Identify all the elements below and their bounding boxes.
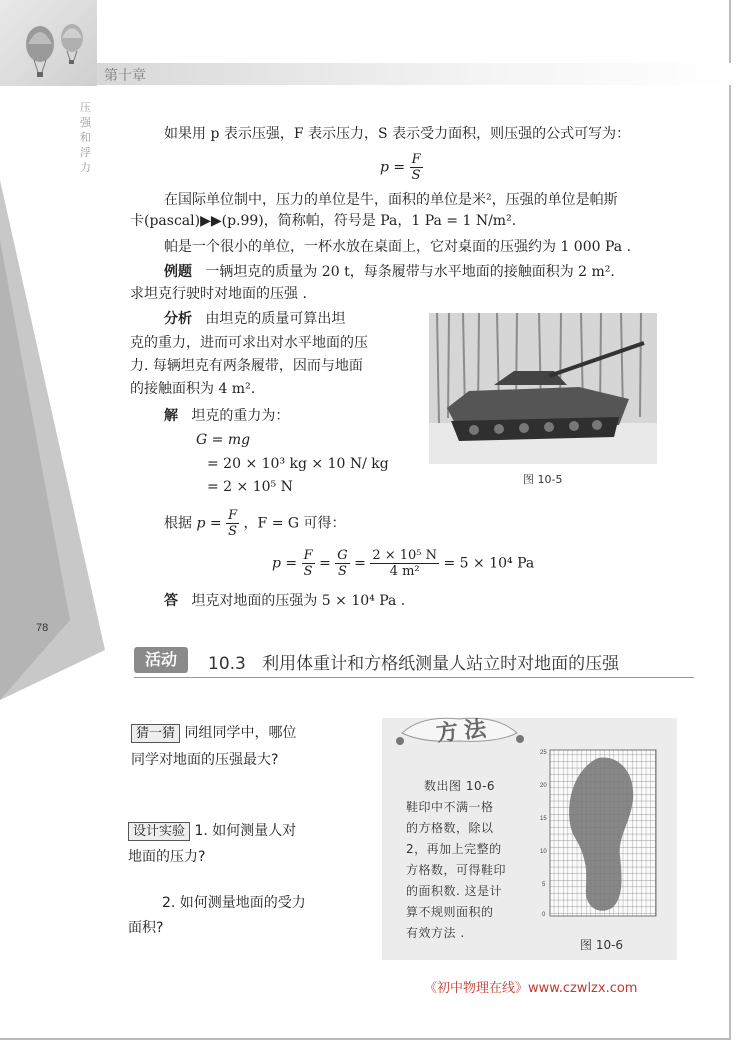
chapter-label: 第十章 <box>104 68 146 84</box>
grid-tick-0: 0 <box>542 912 546 918</box>
by-formula-num: F <box>228 508 238 523</box>
solution-intro: 坦克的重力为： <box>191 408 290 424</box>
calc-eq-2: = <box>354 555 366 572</box>
formula-denominator: S <box>411 168 421 183</box>
calc-f2-num: G <box>337 548 348 563</box>
solution-label: 解 <box>164 408 178 424</box>
calc-fraction-2 <box>335 548 349 579</box>
tips-line-5: 方格数，可得鞋印 <box>406 863 507 877</box>
by-formula-line <box>164 508 346 539</box>
tank-photo <box>429 313 657 464</box>
tips-line-6: 的面积数. 这是计 <box>406 884 503 898</box>
formula-numerator: F <box>411 152 421 167</box>
analysis-line-1 <box>164 309 345 329</box>
answer-label: 答 <box>164 593 178 609</box>
tips-line-8: 有效方法 . <box>406 926 465 940</box>
guess-line-1 <box>131 722 296 742</box>
units-line-1: 在国际单位制中，压力的单位是牛，面积的单位是米²，压强的单位是帕斯 <box>164 192 618 208</box>
intro-paragraph: 如果用 p 表示压强，F 表示压力，S 表示受力面积，则压强的公式可写为： <box>164 126 631 142</box>
solution-step-3: = 2 × 10⁵ N <box>207 479 293 495</box>
by-formula-fraction <box>226 508 239 539</box>
example-text: 一辆坦克的质量为 20 t，每条履带与水平地面的接触面积为 2 m². <box>205 264 615 280</box>
design-line-1 <box>128 820 296 840</box>
guess-text-1: 同组同学中，哪位 <box>184 725 297 741</box>
grid-tick-15: 15 <box>540 816 547 822</box>
tips-line-3: 的方格数，除以 <box>406 821 494 835</box>
calc-f2-den: S <box>338 564 347 579</box>
footprint-grid-figure <box>540 748 660 920</box>
footer-site-link[interactable]: 《初中物理在线》www.czwlzx.com <box>424 981 638 996</box>
design-q2-line-1: 2. 如何测量地面的受力 <box>162 895 306 911</box>
calc-p: p = <box>272 555 298 572</box>
units-line-2: 卡(pascal)▶▶(p.99)，简称帕，符号是 Pa，1 Pa = 1 N/m². <box>130 213 517 229</box>
tips-line-1: 数出图 10-6 <box>424 779 496 793</box>
analysis-label: 分析 <box>164 311 192 327</box>
formula-fraction <box>410 152 423 183</box>
example-line-2: 求坦克行驶时对地面的压强 . <box>130 286 307 302</box>
header-corner-image <box>0 0 97 86</box>
calc-f3-num: 2 × 10⁵ N <box>372 548 438 563</box>
grid-tick-25: 25 <box>540 750 547 756</box>
analysis-line-4: 的接触面积为 4 m². <box>130 381 256 397</box>
guess-text-2: 同学对地面的压强最大? <box>131 752 279 768</box>
tips-line-2: 鞋印中不满一格 <box>406 800 494 814</box>
design-q1-line-1: 1. 如何测量人对 <box>194 823 297 839</box>
by-formula-suffix: ，F = G 可得： <box>243 515 346 532</box>
calc-f1-num: F <box>303 548 313 563</box>
solution-step-1: G = mg <box>196 432 251 448</box>
tips-line-7: 算不规则面积的 <box>406 905 494 919</box>
grid-tick-5: 5 <box>542 882 546 888</box>
pressure-formula <box>380 152 423 183</box>
calc-eq-1: = <box>319 555 331 572</box>
activity-tag: 活动 <box>134 647 188 673</box>
header-band <box>97 63 731 85</box>
design-q1-line-2: 地面的压力? <box>128 849 206 865</box>
pascal-note: 帕是一个很小的单位，一杯水放在桌面上，它对桌面的压强约为 1 000 Pa . <box>164 239 632 255</box>
figure-10-6-caption: 图 10-6 <box>580 938 624 952</box>
by-formula-prefix: 根据 <box>164 515 192 532</box>
tips-line-4: 2，再加上完整的 <box>406 842 502 856</box>
guess-label: 猜一猜 <box>131 724 180 743</box>
page-number: 78 <box>36 622 49 634</box>
answer-line <box>164 591 405 611</box>
tips-text <box>406 776 518 944</box>
calc-f1-den: S <box>303 564 313 579</box>
calc-result: = 5 × 10⁴ Pa <box>443 555 535 572</box>
activity-title-text: 利用体重计和方格纸测量人站立时对地面的压强 <box>262 654 620 674</box>
example-label: 例题 <box>164 264 192 280</box>
design-q2-line-2: 面积? <box>128 920 164 936</box>
solution-line <box>164 406 289 426</box>
grid-tick-10: 10 <box>540 849 547 855</box>
side-title: 压强和浮力 <box>80 101 91 174</box>
answer-text: 坦克对地面的压强为 5 × 10⁴ Pa . <box>191 593 406 609</box>
solution-step-2: = 20 × 10³ kg × 10 N/ kg <box>207 456 389 472</box>
calc-fraction-3 <box>370 548 439 579</box>
figure-10-5-caption: 图 10-5 <box>523 473 563 486</box>
analysis-line-3: 力. 每辆坦克有两条履带，因而与地面 <box>130 358 363 374</box>
by-formula-p: p = <box>196 515 222 532</box>
analysis-line-2: 克的重力，进而可求出对水平地面的压 <box>130 335 368 351</box>
calculation-line <box>272 548 534 579</box>
analysis-text-1: 由坦克的质量可算出坦 <box>205 311 346 327</box>
tips-banner-text: 方法 <box>435 716 494 747</box>
activity-title <box>208 649 619 674</box>
left-wedge-decoration <box>0 180 110 700</box>
example-line-1 <box>164 262 615 282</box>
design-label: 设计实验 <box>128 822 190 841</box>
activity-number: 10.3 <box>208 654 246 674</box>
grid-tick-20: 20 <box>540 783 547 789</box>
activity-divider <box>134 677 694 678</box>
calc-f3-den: 4 m² <box>389 564 420 579</box>
by-formula-den: S <box>228 524 238 539</box>
formula-lhs: p = <box>380 159 406 176</box>
calc-fraction-1 <box>302 548 315 579</box>
